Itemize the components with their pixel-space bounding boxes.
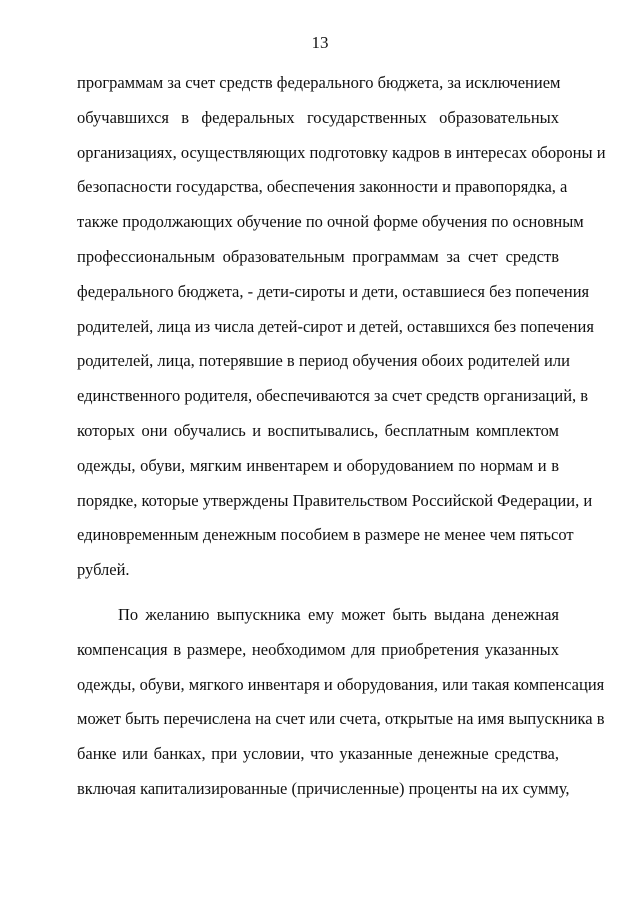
text-line: родителей, лица из числа детей-сирот и детей, оставшихся без попечения (77, 316, 594, 336)
text-line: может быть перечислена на счет или счета, открытые на имя выпускника в (77, 709, 605, 729)
text-line: обучавшихся в федеральных государственных образовательных (77, 107, 559, 127)
paragraph-2 (77, 598, 605, 807)
text-line: единственного родителя, обеспечиваются за счет средств организаций, в (77, 386, 589, 406)
paragraph-1 (77, 66, 606, 588)
text-line: также продолжающих обучение по очной форме обучения по основным (77, 212, 584, 232)
text-line: профессиональным образовательным программам за счет средств (77, 246, 559, 266)
text-line: порядке, которые утверждены Правительством Российской Федерации, и (77, 490, 593, 510)
text-line: включая капитализированные (причисленные) проценты на их сумму, (77, 778, 570, 798)
text-line: безопасности государства, обеспечения законности и правопорядка, а (77, 177, 568, 197)
text-line: программам за счет средств федерального бюджета, за исключением (77, 73, 561, 92)
text-line: родителей, лица, потерявшие в период обучения обоих родителей или (77, 351, 570, 371)
page-number: 13 (311, 33, 329, 52)
text-line: банке или банках, при условии, что указанные денежные средства, (77, 744, 559, 764)
text-line: По желанию выпускника ему может быть выдана денежная (118, 604, 559, 624)
document-body (77, 66, 606, 807)
text-line: федерального бюджета, - дети-сироты и дети, оставшиеся без попечения (77, 281, 590, 301)
text-line: рублей. (77, 560, 130, 580)
text-line: которых они обучались и воспитывались, бесплатным комплектом (77, 420, 559, 440)
text-line: единовременным денежным пособием в размере не менее чем пятьсот (77, 525, 574, 545)
text-line: организациях, осуществляющих подготовку кадров в интересах обороны и (77, 142, 606, 162)
text-line: одежды, обуви, мягким инвентарем и оборудованием по нормам и в (77, 455, 559, 475)
text-line: одежды, обуви, мягкого инвентаря и оборудования, или такая компенсация (77, 674, 605, 694)
text-line: компенсация в размере, необходимом для приобретения указанных (77, 639, 559, 659)
